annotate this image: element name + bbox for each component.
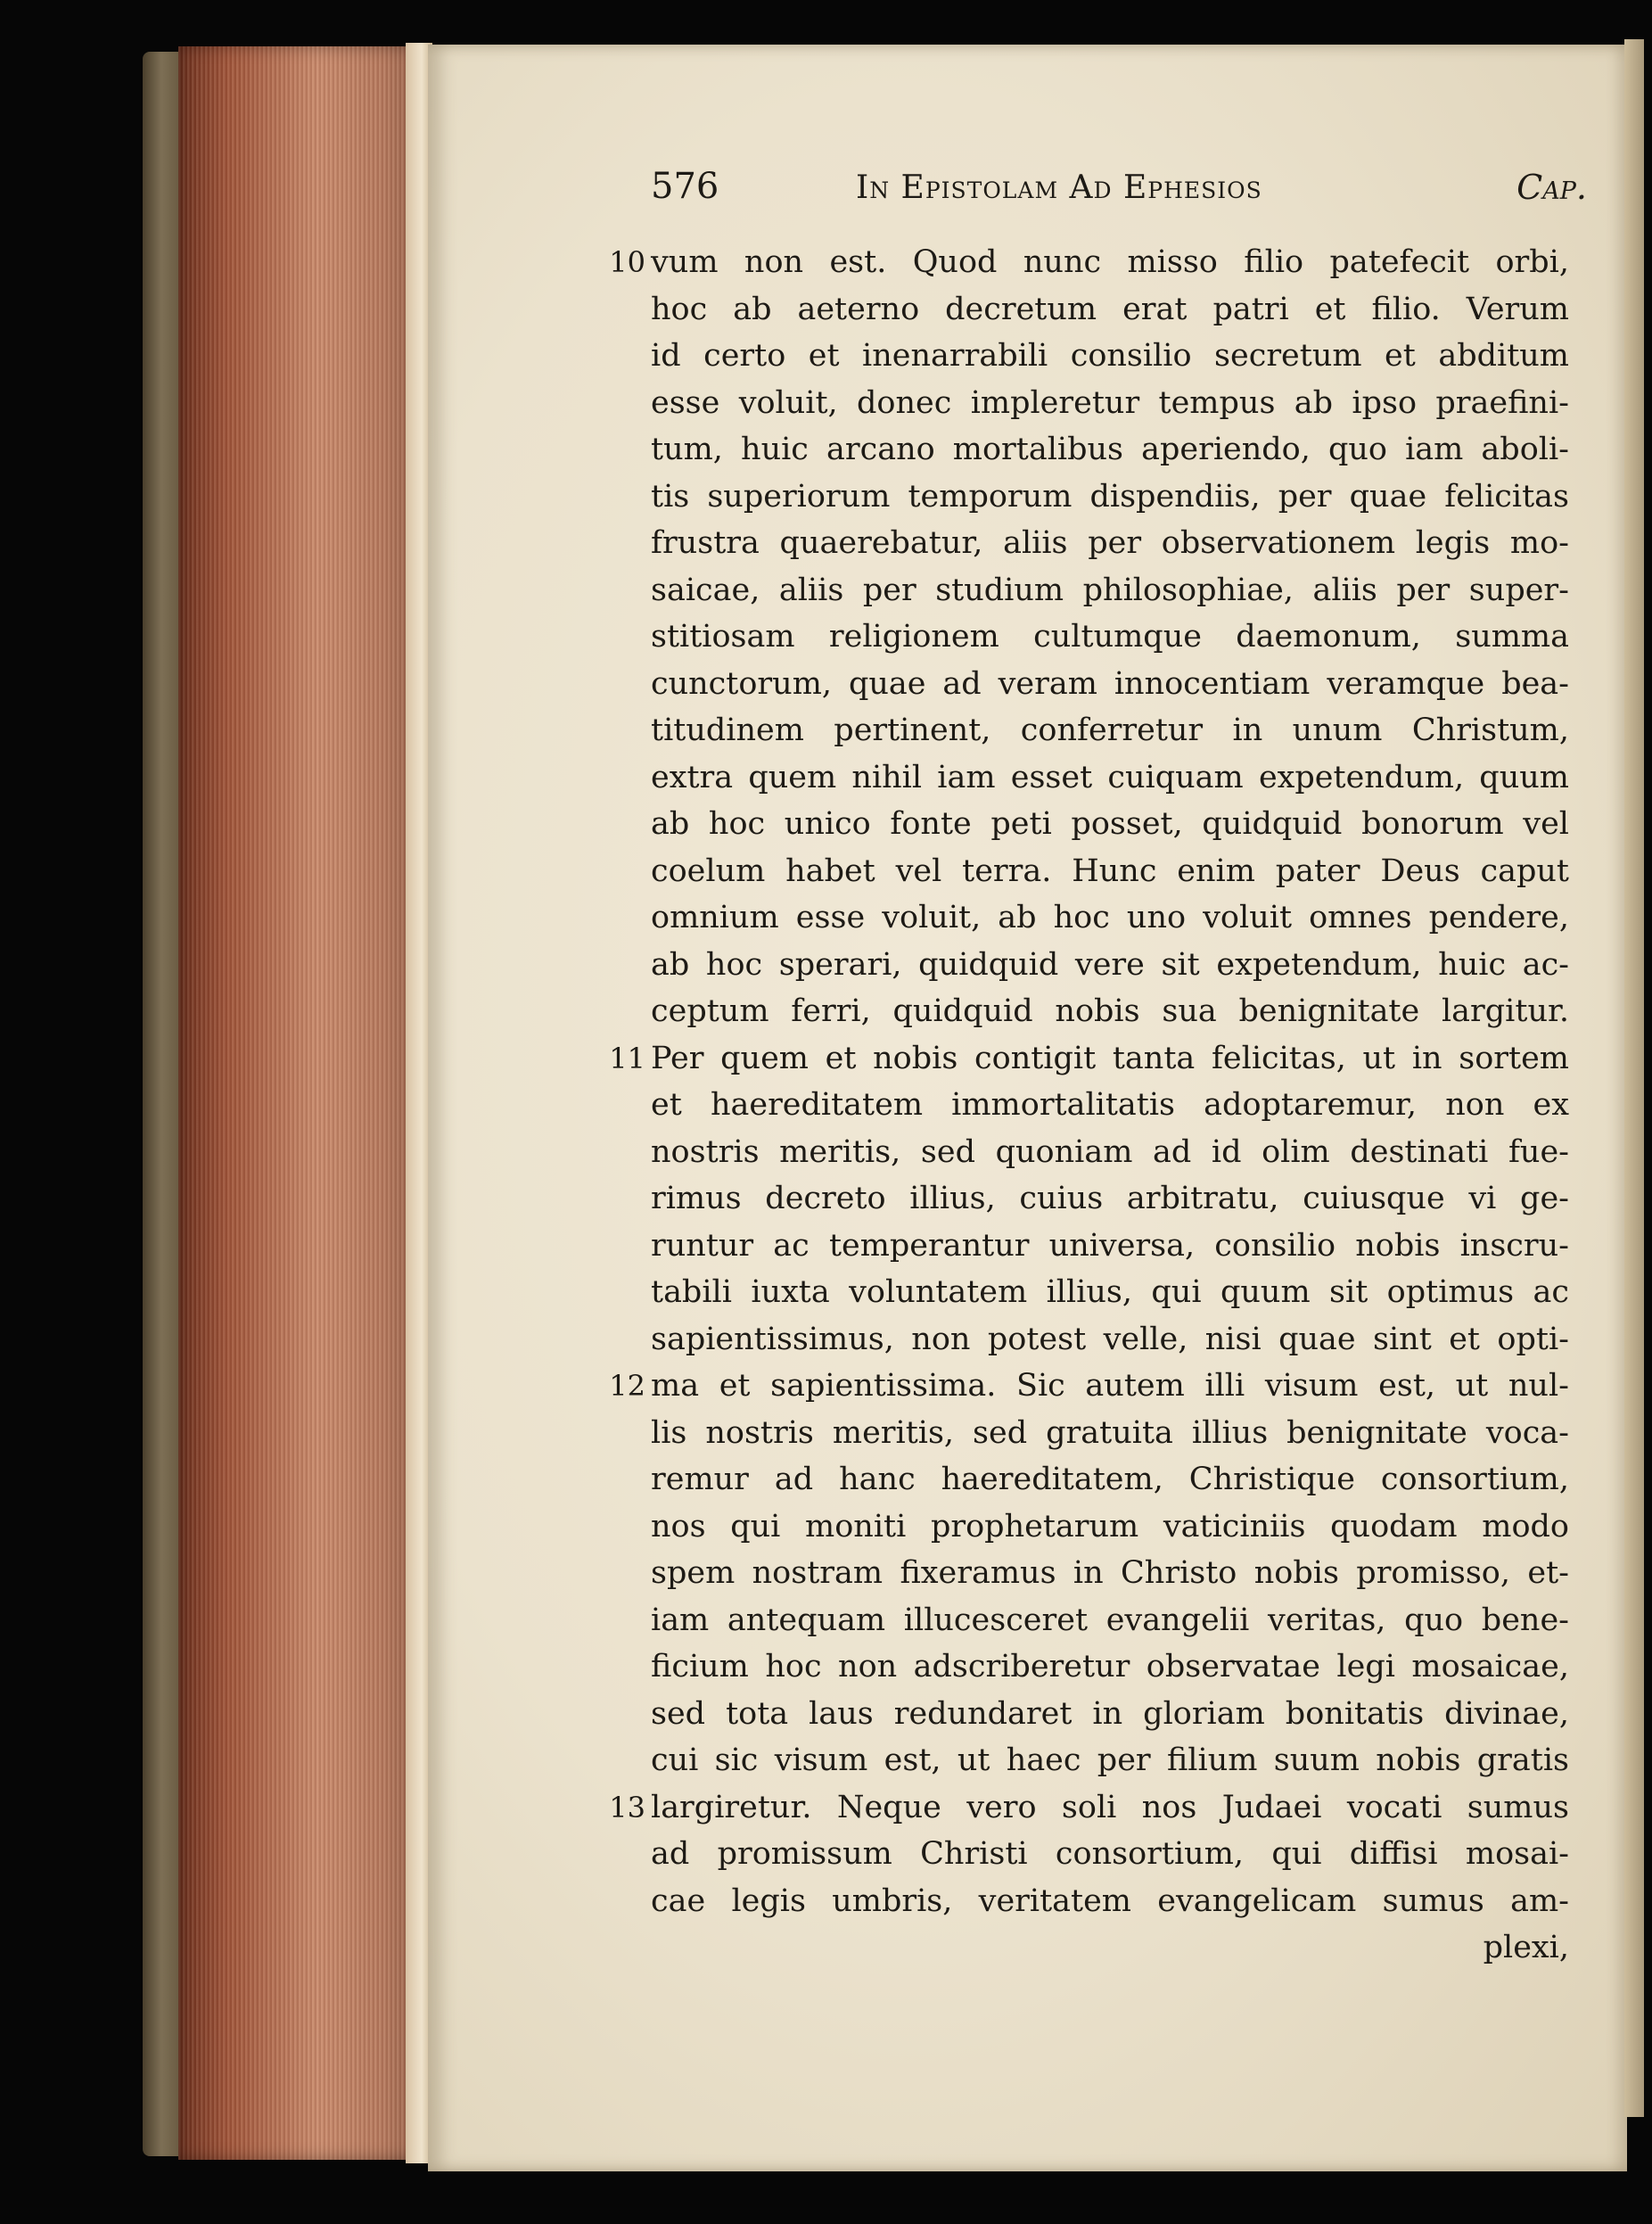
text-line — [651, 1269, 1569, 1316]
text-line — [651, 1082, 1569, 1129]
text-line — [651, 333, 1569, 380]
line-text: iam antequam illucesceret evangelii veritas, quo bene- — [651, 1602, 1569, 1638]
text-line — [609, 1363, 1569, 1410]
line-text: coelum habet vel terra. Hunc enim pater Deus caput — [651, 853, 1569, 889]
line-text: remur ad hanc haereditatem, Christique consortium, — [651, 1462, 1569, 1497]
text-line — [651, 754, 1569, 802]
text-line — [651, 614, 1569, 661]
text-line — [651, 1831, 1569, 1878]
text-line — [651, 1456, 1569, 1503]
line-text: nos qui moniti prophetarum vaticiniis quodam modo — [651, 1508, 1569, 1544]
text-line — [651, 1410, 1569, 1457]
running-title: In Epistolam Ad Ephesios — [856, 169, 1262, 206]
line-text: tis superiorum temporum dispendiis, per quae felicitas — [651, 478, 1569, 515]
line-text: tum, huic arcano mortalibus aperiendo, quo iam aboli- — [651, 432, 1569, 467]
text-line — [651, 1175, 1569, 1223]
line-text: omnium esse voluit, ab hoc uno voluit omnes pendere, — [651, 900, 1569, 935]
line-text: stitiosam religionem cultumque daemonum, summa — [651, 619, 1569, 655]
text-line — [609, 1035, 1569, 1083]
text-line — [609, 1784, 1569, 1832]
verse-number: 13 — [609, 1790, 645, 1825]
body-text — [609, 239, 1569, 1972]
line-text: et haereditatem immortalitatis adoptaremur, non ex — [651, 1087, 1569, 1123]
line-text: sapientissimus, non potest velle, nisi quae sint et opti- — [651, 1321, 1569, 1357]
line-text: frustra quaerebatur, aliis per observationem legis mo- — [651, 525, 1569, 561]
text-line — [651, 1691, 1569, 1738]
line-text: sed tota laus redundaret in gloriam bonitatis divinae, — [651, 1695, 1569, 1732]
text-line — [651, 1129, 1569, 1176]
verse-number: 11 — [609, 1041, 645, 1075]
page-edges — [178, 46, 432, 2160]
line-text: ficium hoc non adscriberetur observatae legi mosaicae, — [651, 1649, 1569, 1684]
chapter-label: Cap. — [1516, 168, 1587, 207]
text-line — [651, 1737, 1569, 1784]
text-line — [651, 380, 1569, 427]
text-line — [651, 474, 1569, 521]
text-line — [651, 942, 1569, 989]
line-text: cunctorum, quae ad veram innocentiam veramque bea- — [651, 665, 1569, 702]
line-text: cae legis umbris, veritatem evangelicam sumus am- — [651, 1882, 1569, 1919]
text-line — [651, 1550, 1569, 1597]
text-line — [651, 707, 1569, 754]
text-line — [651, 1223, 1569, 1270]
text-line — [651, 1878, 1569, 1925]
text-line — [651, 1643, 1569, 1691]
line-text: esse voluit, donec impleretur tempus ab ipso praefini- — [651, 384, 1569, 421]
text-line — [651, 894, 1569, 942]
text-line — [651, 520, 1569, 567]
line-text: plexi, — [1483, 1930, 1569, 1965]
line-text: Per quem et nobis contigit tanta felicitas, ut in sortem — [651, 1040, 1569, 1076]
page-number: 576 — [651, 166, 719, 207]
line-text: ab hoc unico fonte peti posset, quidquid bonorum vel — [651, 806, 1569, 842]
page-outer-edge — [1624, 39, 1644, 2117]
line-text: hoc ab aeterno decretum erat patri et filio. Verum — [651, 291, 1569, 327]
text-line — [651, 426, 1569, 474]
line-text: ab hoc sperari, quidquid vere sit expetendum, huic ac- — [651, 946, 1569, 983]
line-text: spem nostram fixeramus in Christo nobis promisso, et- — [651, 1555, 1569, 1591]
text-line — [651, 988, 1569, 1035]
text-line — [651, 1503, 1569, 1551]
line-text: tabili iuxta voluntatem illius, qui quum sit optimus ac — [651, 1274, 1569, 1310]
line-text: ad promissum Christi consortium, qui diffisi mosai- — [651, 1836, 1569, 1872]
text-line — [651, 1316, 1569, 1363]
line-text: saicae, aliis per studium philosophiae, aliis per super- — [651, 572, 1569, 608]
text-line — [651, 1924, 1569, 1972]
text-line — [651, 801, 1569, 848]
text-line — [609, 239, 1569, 286]
line-text: ceptum ferri, quidquid nobis sua benignitate largitur. — [651, 993, 1569, 1029]
text-line — [651, 848, 1569, 895]
line-text: runtur ac temperantur universa, consilio nobis inscru- — [651, 1227, 1569, 1264]
running-head — [651, 161, 1587, 214]
verse-number: 12 — [609, 1369, 645, 1403]
line-text: extra quem nihil iam esset cuiquam expetendum, quum — [651, 759, 1569, 795]
text-line — [651, 661, 1569, 708]
verse-number: 10 — [609, 245, 645, 279]
text-line — [651, 286, 1569, 334]
line-text: ma et sapientissima. Sic autem illi visum est, ut nul- — [651, 1368, 1569, 1404]
text-line — [651, 1597, 1569, 1644]
line-text: rimus decreto illius, cuius arbitratu, cuiusque vi ge- — [651, 1181, 1569, 1216]
text-line — [651, 567, 1569, 614]
line-text: cui sic visum est, ut haec per filium suum nobis gratis — [651, 1742, 1569, 1778]
line-text: vum non est. Quod nunc misso filio patefecit orbi, — [651, 244, 1569, 280]
line-text: titudinem pertinent, conferretur in unum Christum, — [651, 713, 1569, 748]
line-text: largiretur. Neque vero soli nos Judaei vocati sumus — [651, 1789, 1569, 1825]
line-text: nostris meritis, sed quoniam ad id olim destinati fue- — [651, 1133, 1569, 1170]
line-text: id certo et inenarrabili consilio secretum et abditum — [651, 338, 1569, 374]
line-text: lis nostris meritis, sed gratuita illius benignitate voca- — [651, 1414, 1569, 1451]
